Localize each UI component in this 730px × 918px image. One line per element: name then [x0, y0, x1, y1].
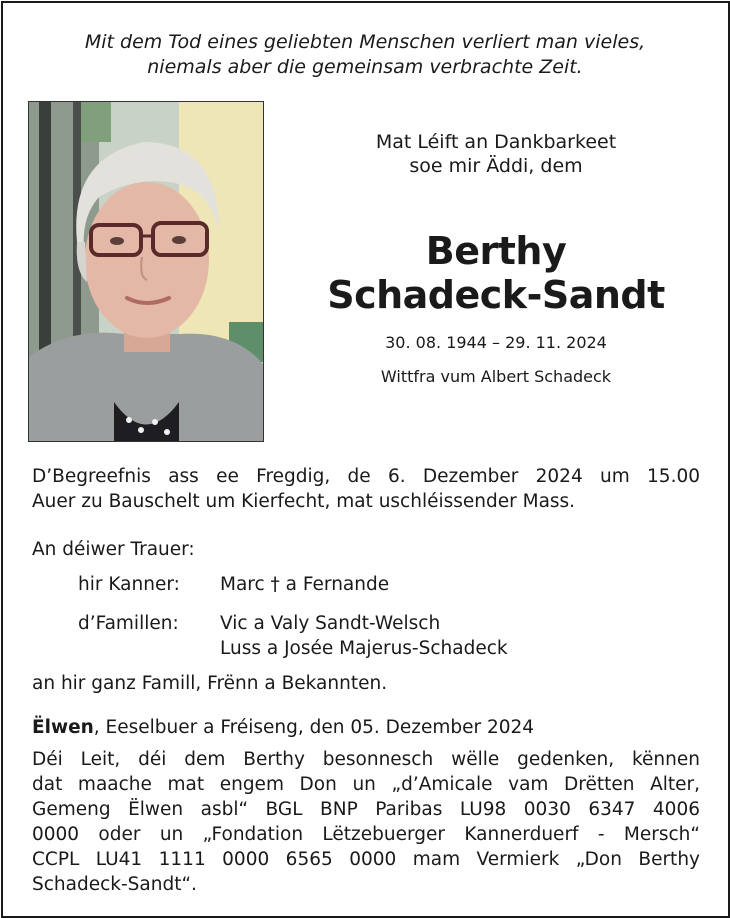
donation-line-1: Déi Leit, déi dem Berthy besonnesch wëlle gedenken, kënnen	[32, 749, 700, 770]
place-rest: , Eeselbuer a Fréiseng, den 05. Dezember 2024	[93, 717, 535, 738]
donation-line-6: Schadeck-Sandt“.	[32, 874, 197, 895]
quote-line-1: Mit dem Tod eines geliebten Menschen verliert man vieles,	[84, 31, 646, 53]
mourners-intro: An déiwer Trauer:	[32, 539, 195, 560]
families-names	[220, 611, 508, 661]
families-label: d’Famillen:	[78, 613, 179, 634]
funeral-info	[32, 464, 700, 514]
children-label: hir Kanner:	[78, 574, 180, 595]
funeral-line-2: Auer zu Bauschelt um Kierfecht, mat uschléissender Mass.	[32, 491, 576, 512]
thanks-line-1: Mat Léift an Dankbarkeet	[375, 131, 617, 153]
donation-info	[32, 747, 700, 897]
first-name: Berthy	[425, 229, 567, 273]
memorial-quote	[0, 30, 730, 80]
family-1: Vic a Valy Sandt-Welsch	[220, 613, 441, 634]
thanks-text	[262, 130, 730, 178]
place-date	[32, 715, 700, 740]
life-dates: 30. 08. 1944 – 29. 11. 2024	[385, 333, 607, 352]
deceased-name	[262, 229, 730, 317]
donation-line-5: CCPL LU41 1111 0000 6565 0000 mam Vermierk „Don Berthy	[32, 849, 700, 870]
portrait-photo	[28, 101, 264, 442]
quote-line-2: niemals aber die gemeinsam verbrachte Zeit.	[147, 56, 583, 78]
place-town: Ëlwen	[32, 717, 94, 738]
donation-line-3: Gemeng Ëlwen asbl“ BGL BNP Paribas LU98 0030 6347 4006	[32, 799, 700, 820]
mourners-outro: an hir ganz Famill, Frënn a Bekannten.	[32, 673, 388, 694]
portrait-photo-icon	[29, 102, 263, 441]
donation-line-2: dat maache mat engem Don un „d’Amicale vam Drëtten Alter,	[32, 774, 700, 795]
children-names: Marc † a Fernande	[220, 574, 390, 595]
family-2: Luss a Josée Majerus-Schadeck	[220, 638, 508, 659]
relation-text: Wittfra vum Albert Schadeck	[380, 367, 612, 386]
last-name: Schadeck-Sandt	[327, 273, 665, 317]
funeral-line-1: D’Begreefnis ass ee Fregdig, de 6. Dezember 2024 um 15.00	[32, 466, 700, 487]
donation-line-4: 0000 oder un „Fondation Lëtzebuerger Kannerduerf - Mersch“	[32, 824, 700, 845]
thanks-line-2: soe mir Äddi, dem	[409, 155, 583, 177]
